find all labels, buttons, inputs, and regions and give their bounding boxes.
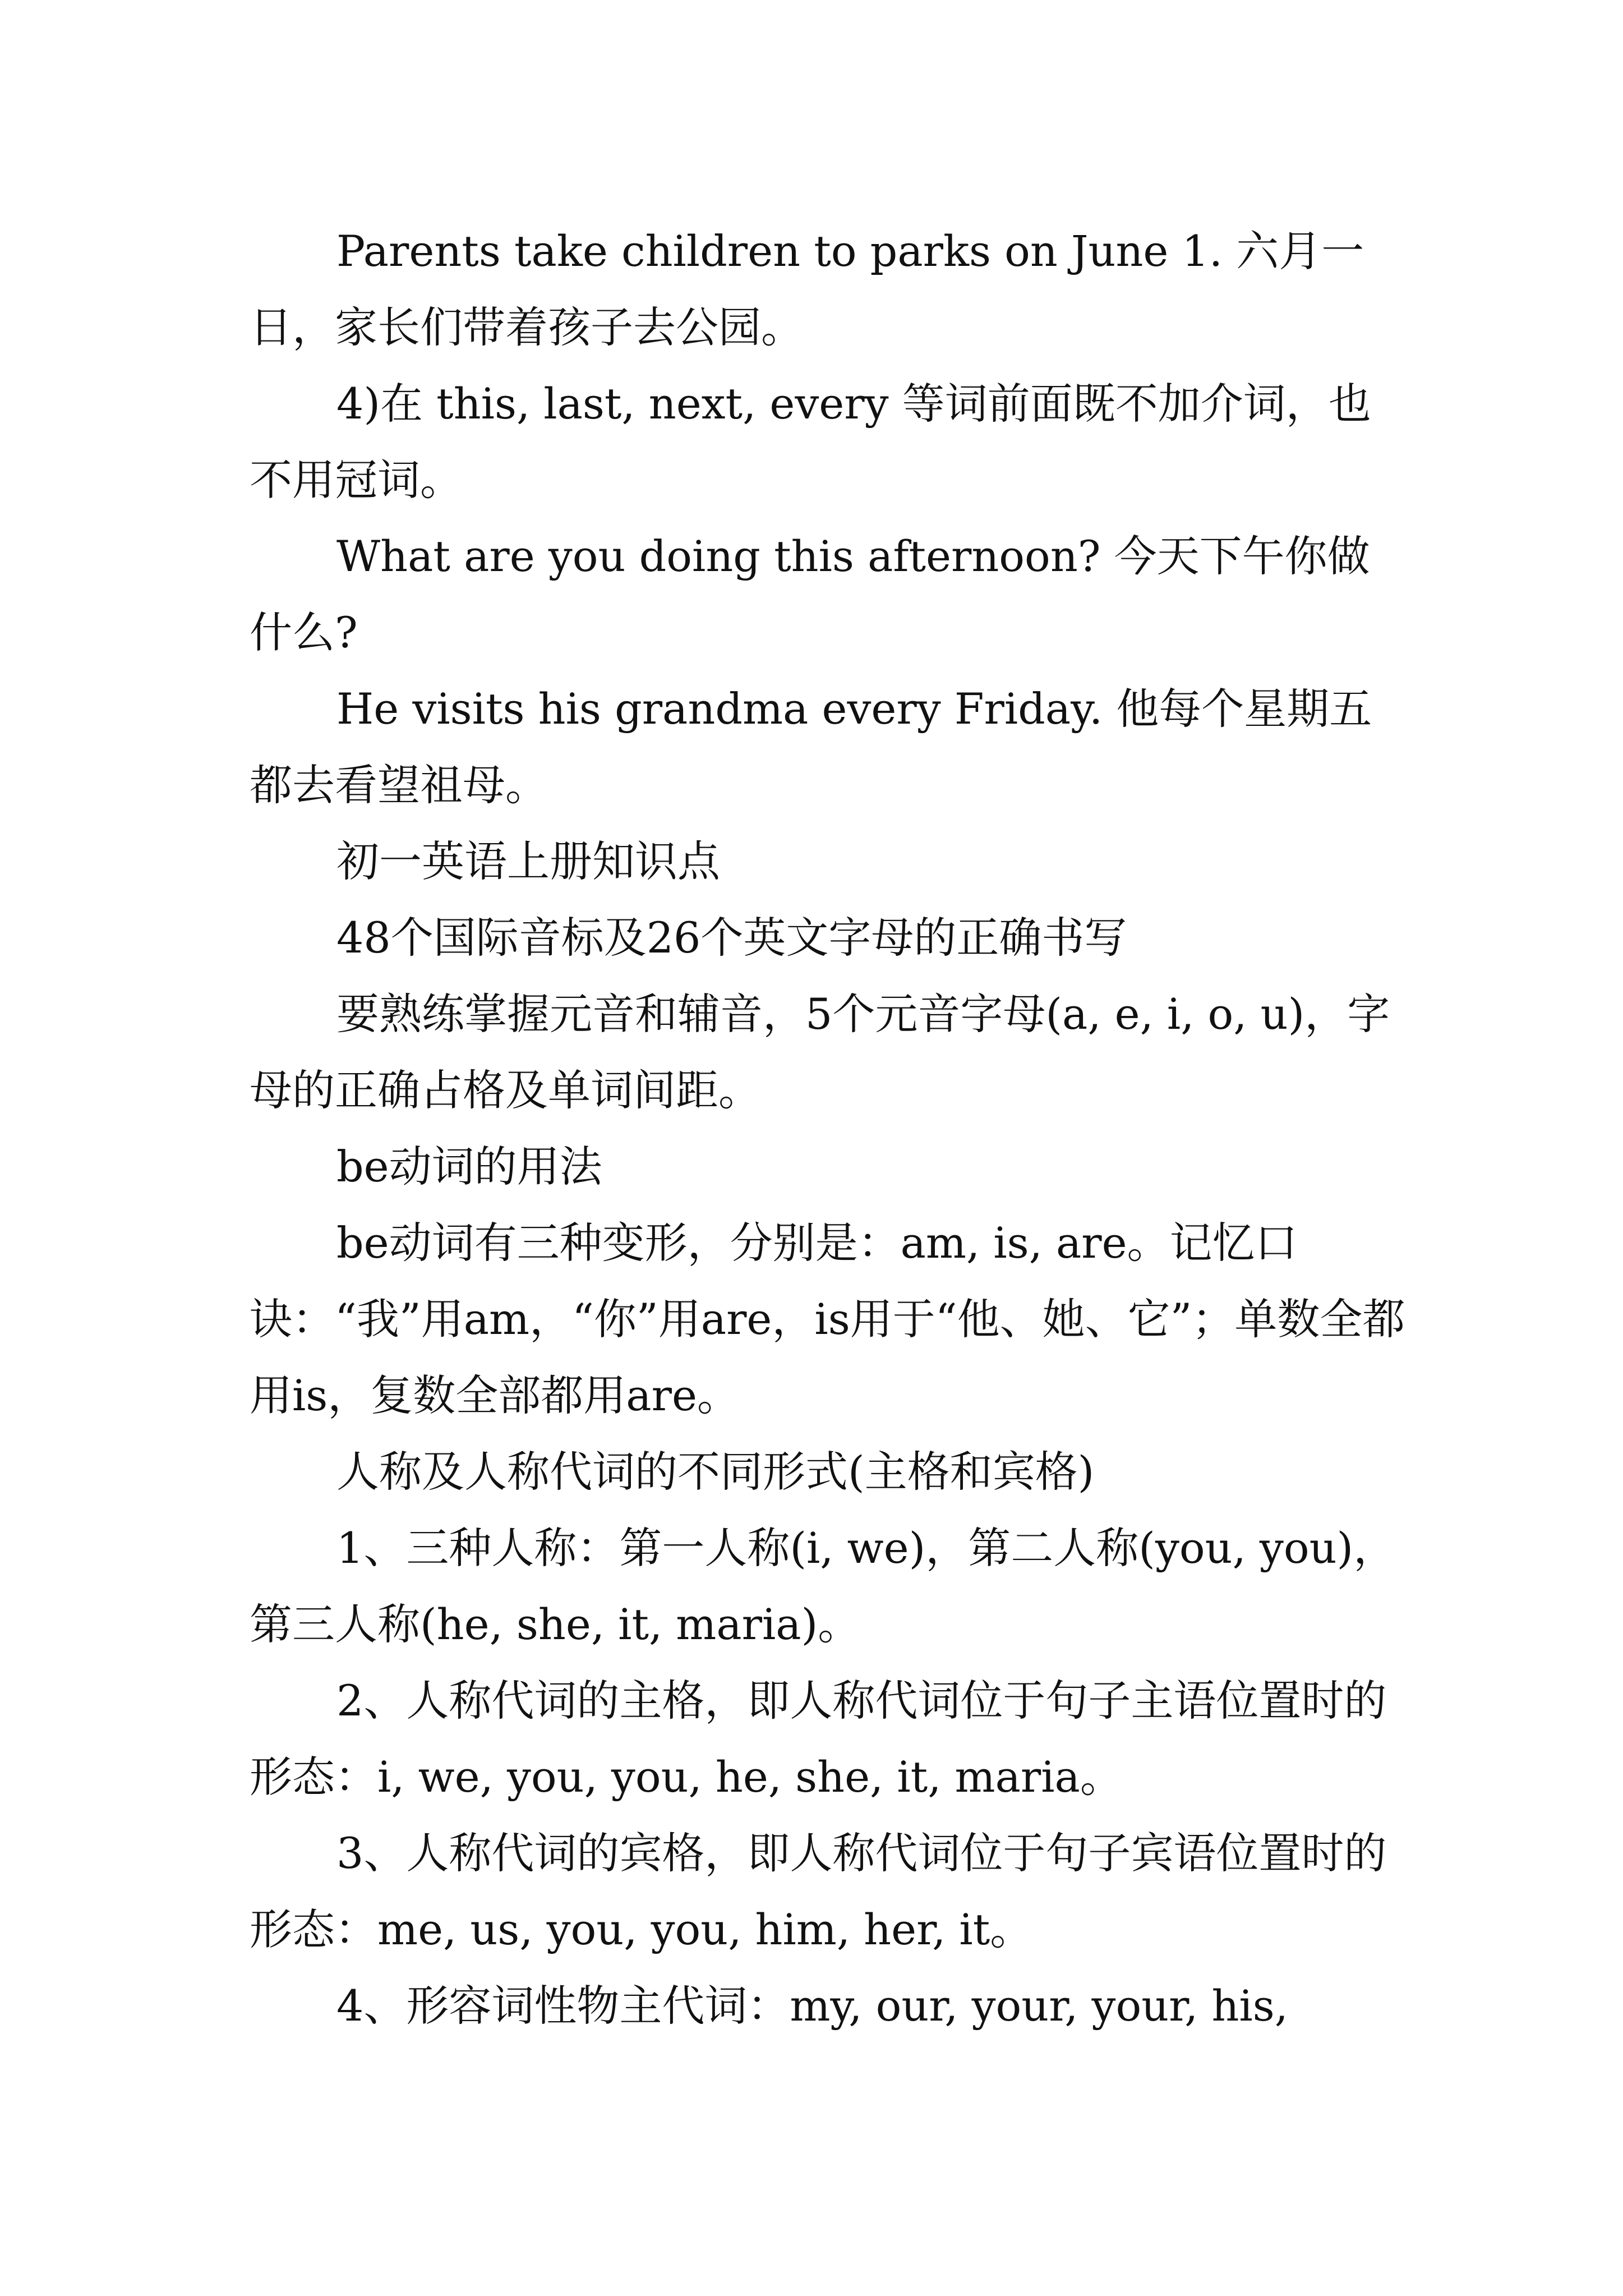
paragraph-object-case: 3、人称代词的宾格，即人称代词位于句子宾语位置时的形态：me, us, you, you, him, her, it。 xyxy=(250,1828,1387,1954)
paragraph-afternoon-example: What are you doing this afternoon? 今天下午你做什么? xyxy=(250,531,1370,657)
section-heading-be-verb: be动词的用法 xyxy=(336,1142,602,1191)
paragraph-subject-case: 2、人称代词的主格，即人称代词位于句子主语位置时的形态：i, we, you, you, he, she, it, maria。 xyxy=(250,1676,1387,1802)
body-text xyxy=(250,213,1410,2044)
paragraph-rule-4: 4)在 this, last, next, every 等词前面既不加介词，也不用冠词。 xyxy=(250,379,1371,505)
section-heading-pronouns: 人称及人称代词的不同形式(主格和宾格) xyxy=(336,1447,1095,1497)
paragraph-be-verb-forms: be动词有三种变形，分别是：am, is, are。记忆口诀：“我”用am，“你”用are，is用于“他、她、它”；单数全都用is，复数全部都用are。 xyxy=(250,1218,1405,1420)
paragraph-three-persons: 1、三种人称：第一人称(i, we)，第二人称(you, you)，第三人称(he, she, it, maria)。 xyxy=(250,1523,1396,1649)
paragraph-phonetics: 48个国际音标及26个英文字母的正确书写 xyxy=(336,913,1127,963)
paragraph-june-1-example: Parents take children to parks on June 1. 六月一日，家长们带着孩子去公园。 xyxy=(250,226,1364,352)
paragraph-vowels: 要熟练掌握元音和辅音，5个元音字母(a, e, i, o, u)，字母的正确占格及单词间距。 xyxy=(250,989,1390,1115)
paragraph-friday-example: He visits his grandma every Friday. 他每个星期五都去看望祖母。 xyxy=(250,684,1372,810)
paragraph-possessive-adjectives: 4、形容词性物主代词：my, our, your, your, his, xyxy=(336,1981,1288,2031)
section-heading-knowledge-points: 初一英语上册知识点 xyxy=(336,836,720,886)
